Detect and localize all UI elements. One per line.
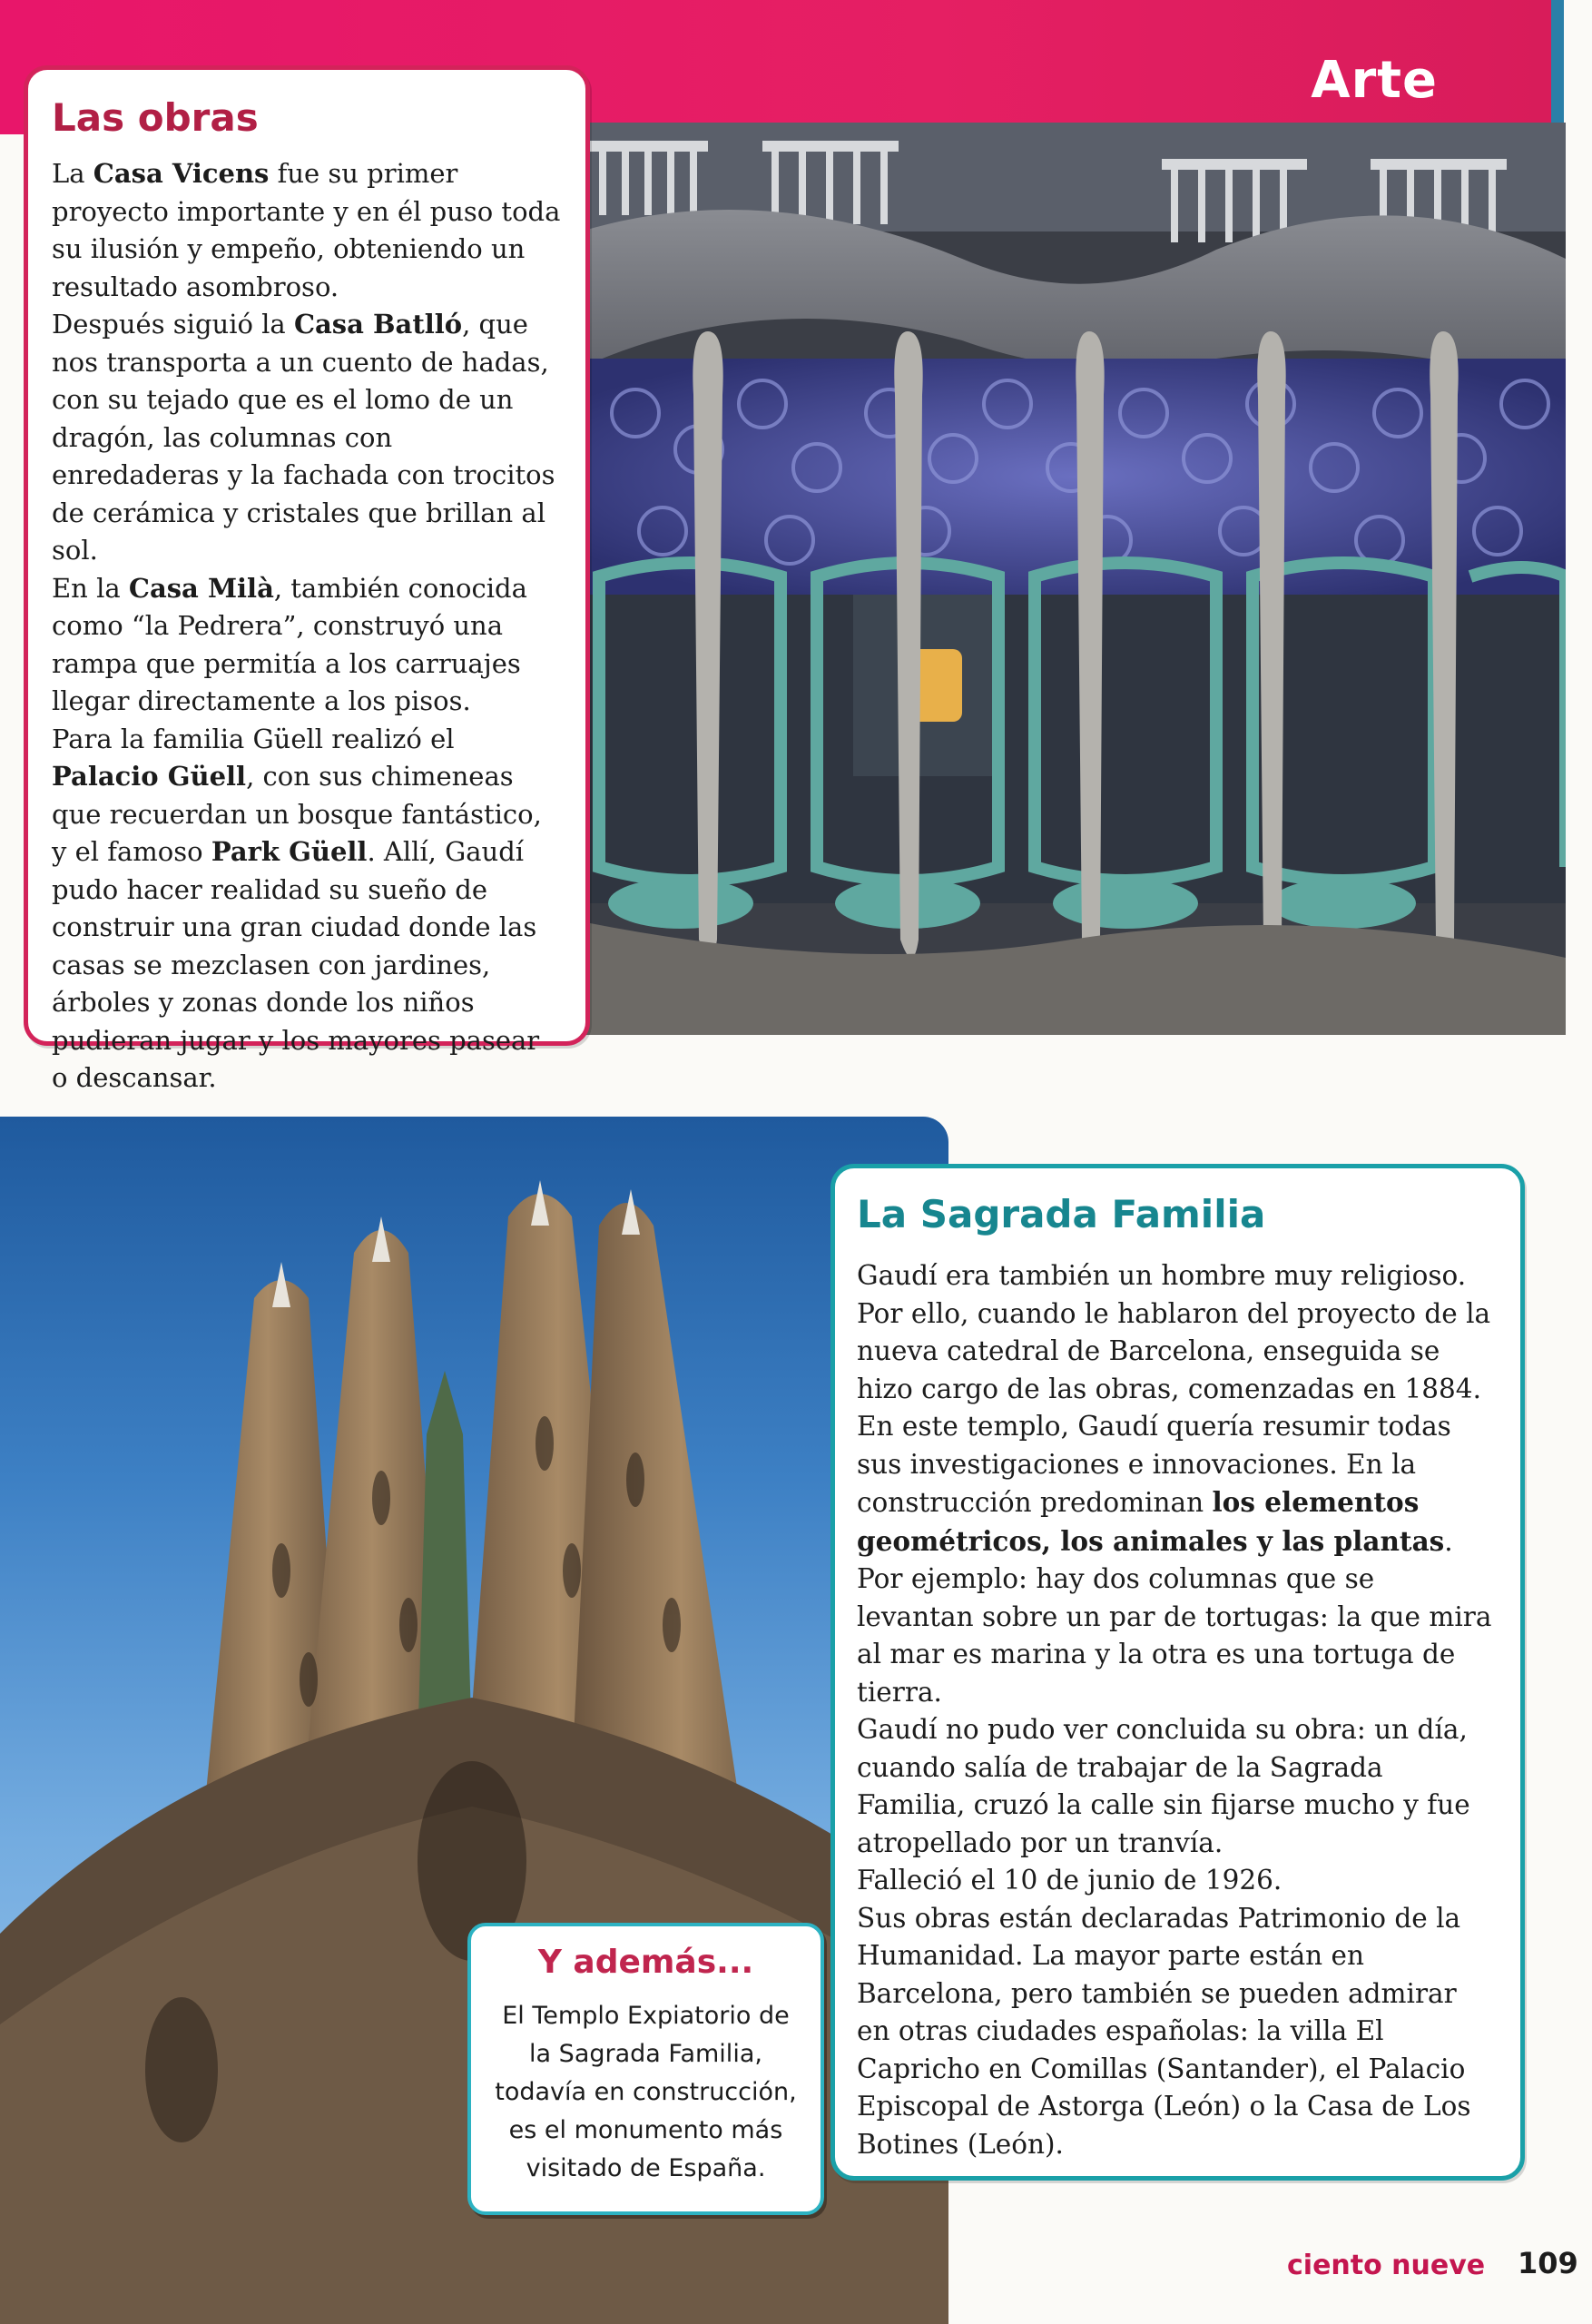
y-ademas-text: El Templo Expiatorio de la Sagrada Familia, todavía en construcción, es el monumento más visitado de España. [495,2002,797,2182]
casa-batllo-photo [581,123,1566,1035]
sagrada-familia-body [857,1257,1497,2163]
las-obras-paragraph: La Casa Vicens fue su primer proyecto importante y en él puso toda su ilusión y empeño, obteniendo un resultado asombroso. [52,158,561,302]
sagrada-paragraph: Gaudí era también un hombre muy religioso. Por ello, cuando le hablaron del proyecto de la nueva catedral de Barcelona, enseguida se hizo cargo de las obras, comenzadas en 1884. [857,1260,1491,1404]
y-ademas-card [467,1923,824,2215]
las-obras-paragraph: Para la familia Güell realizó el Palacio Güell, con sus chimeneas que recuerdan un bosque fantástico, y el famoso Park Güell. Allí, Gaudí pudo hacer realidad su sueño de construir una gran ciudad donde las casas se mezclasen con jardines, árboles y zonas donde los niños pudieran jugar y los mayores pasear o descansar. [52,723,542,1093]
las-obras-body [52,155,562,1098]
sagrada-paragraph: Por ejemplo: hay dos columnas que se levantan sobre un par de tortugas: la que mira al mar es marina y la otra es una tortuga de tierra. [857,1563,1492,1708]
casa-batllo-illustration [581,123,1566,1035]
sagrada-paragraph: Sus obras están declaradas Patrimonio de la Humanidad. La mayor parte están en Barcelona, pero también se pueden admirar en otras ciudades españolas: la villa El Capricho en Comillas (Santander), el Palacio Episcopal de Astorga (León) o la Casa de Los Botines (León). [857,1902,1471,2160]
sagrada-familia-title: La Sagrada Familia [857,1192,1266,1236]
footer-page-words: ciento nueve [1287,2250,1486,2281]
sagrada-paragraph: Falleció el 10 de junio de 1926. [857,1865,1282,1896]
las-obras-card [24,65,590,1093]
sagrada-paragraph: En este templo, Gaudí quería resumir todas sus investigaciones e innovaciones. En la construcción predominan los elementos geométricos, los animales y las plantas. [857,1411,1453,1557]
las-obras-title: Las obras [52,95,259,140]
las-obras-paragraph: Después siguió la Casa Batlló, que nos transporta a un cuento de hadas, con su tejado que es el lomo de un dragón, las columnas con enredaderas y la fachada con trocitos de cerámica y cristales que brillan al sol. [52,309,555,566]
section-label: Arte [1311,51,1438,110]
page-number: 109 [1518,2246,1578,2280]
sagrada-familia-card [830,1164,1525,2181]
las-obras-paragraph: En la Casa Milà, también conocida como “la Pedrera”, construyó una rampa que permitía a los carruajes llegar directamente a los pisos. [52,572,527,716]
sagrada-paragraph: Gaudí no pudo ver concluida su obra: un día, cuando salía de trabajar de la Sagrada Familia, cruzó la calle sin fijarse mucho y fue atropellado por un tranvía. [857,1714,1470,1858]
y-ademas-title: Y además... [537,1944,754,1981]
